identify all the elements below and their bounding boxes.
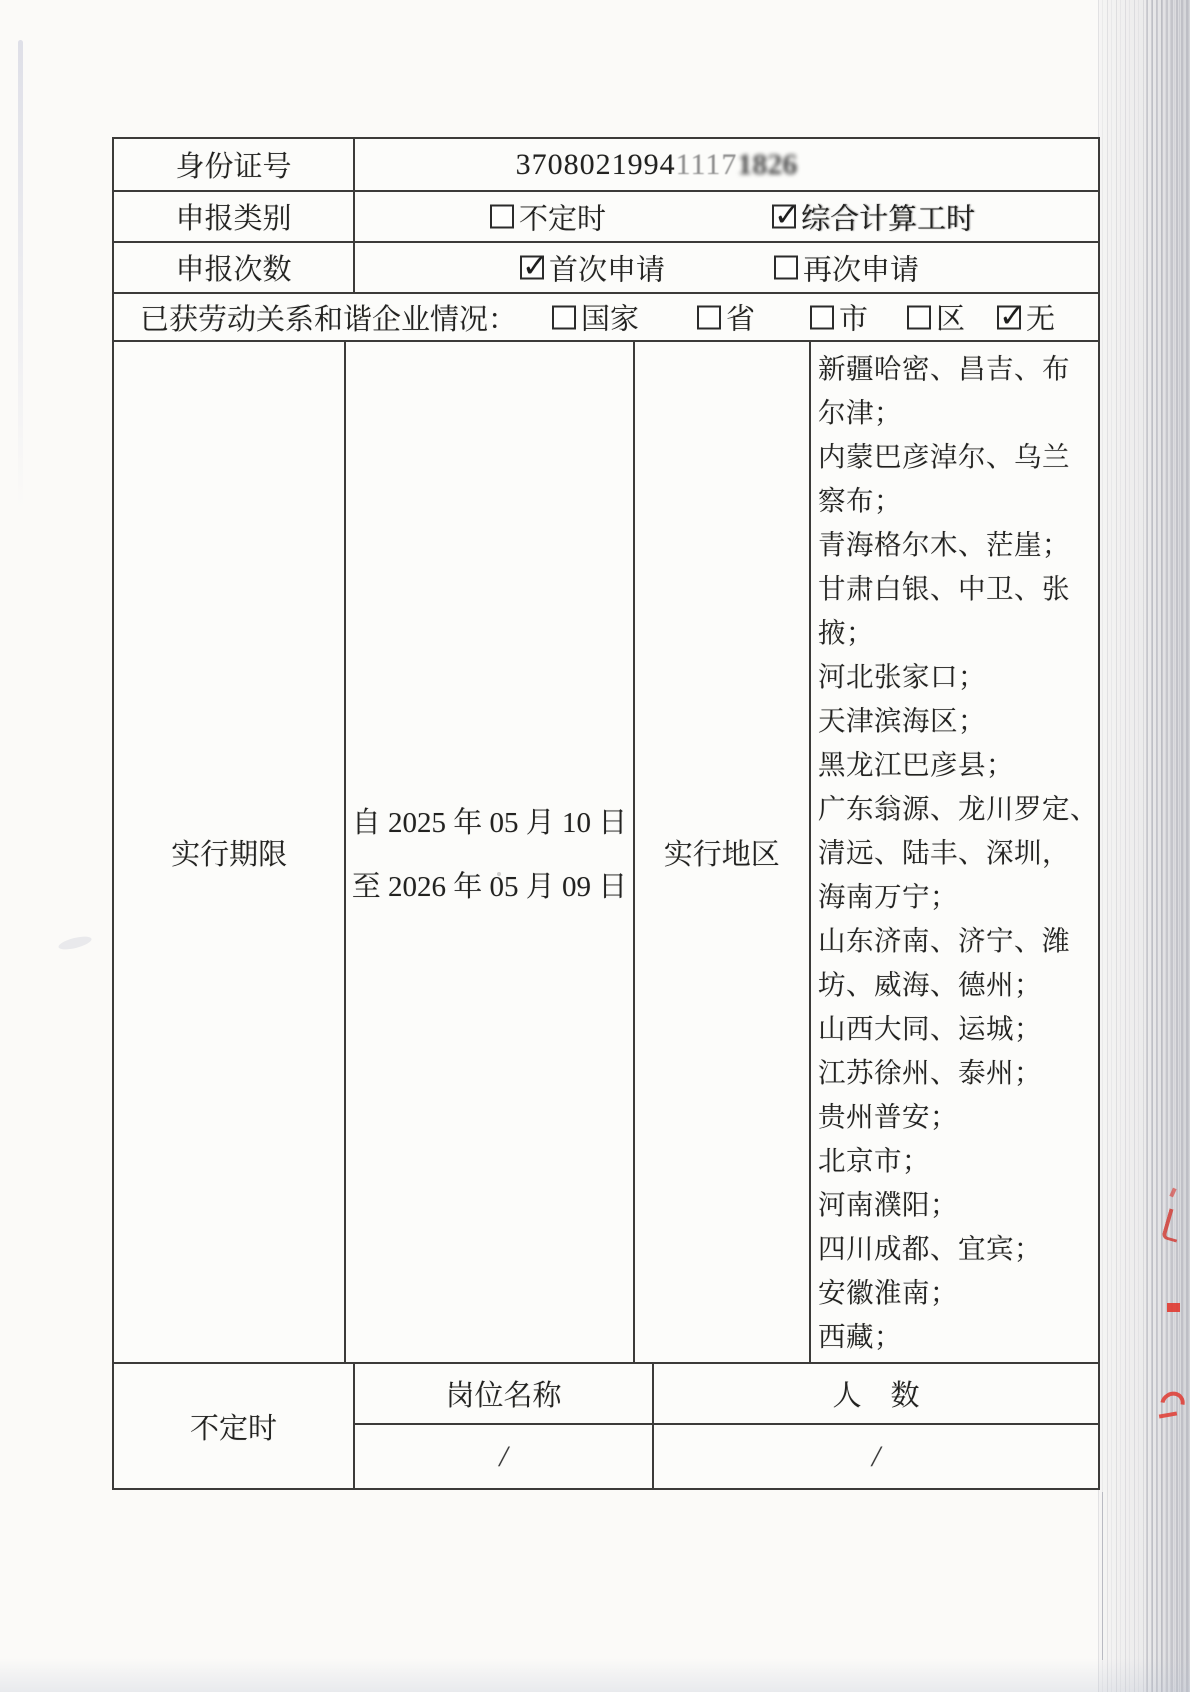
option-none xyxy=(997,297,1055,338)
id-number-value xyxy=(516,148,798,182)
period-label: 实行期限 xyxy=(114,342,346,1362)
option-first-application xyxy=(520,247,665,288)
region-line: 北京市； xyxy=(818,1145,930,1176)
option-label: 区 xyxy=(936,303,966,336)
region-line: 贵州普安； xyxy=(818,1101,958,1132)
region-line: 甘肃白银、中卫、张 xyxy=(818,573,1070,604)
checkbox-checked-icon xyxy=(772,205,796,229)
times-label: 申报次数 xyxy=(114,243,355,292)
non-fixed-header-row xyxy=(355,1364,1098,1425)
row-declaration-category xyxy=(114,192,1098,243)
non-fixed-subtable xyxy=(355,1364,1098,1488)
option-label: 省 xyxy=(726,303,756,336)
option-label: 国家 xyxy=(581,303,640,336)
option-label: 市 xyxy=(839,303,869,336)
option-label: 综合计算工时 xyxy=(801,203,976,235)
row-period-region xyxy=(114,342,1098,1364)
checkbox-unchecked-icon xyxy=(697,305,721,329)
region-line: 河北张家口； xyxy=(818,661,986,692)
region-line: 河南濮阳； xyxy=(818,1189,958,1220)
option-national xyxy=(552,297,639,338)
category-options-cell xyxy=(355,192,1098,241)
region-line: 察布； xyxy=(818,485,902,516)
headcount-value: / xyxy=(871,1439,881,1473)
checkbox-unchecked-icon xyxy=(490,205,514,229)
row-declaration-times xyxy=(114,243,1098,294)
scan-artifact-line xyxy=(1102,1492,1103,1660)
checkbox-unchecked-icon xyxy=(774,256,798,280)
option-label: 无 xyxy=(1026,303,1056,336)
checkbox-unchecked-icon xyxy=(907,305,931,329)
id-number-clear: 3708021994 xyxy=(515,147,676,181)
row-id-number xyxy=(114,139,1098,192)
region-line: 掖； xyxy=(818,617,874,648)
scan-edge-streak-left xyxy=(18,40,23,510)
region-list xyxy=(811,342,1098,1362)
option-comprehensive-hours xyxy=(772,196,975,237)
region-line: 尔津； xyxy=(818,397,902,428)
option-label: 再次申请 xyxy=(803,254,920,286)
period-dates xyxy=(352,800,628,905)
region-line: 山西大同、运城； xyxy=(818,1013,1042,1044)
region-line: 青海格尔木、茫崖； xyxy=(818,529,1070,560)
scan-edge-band-right-dark xyxy=(1146,0,1190,1692)
region-line: 安徽淮南； xyxy=(818,1277,958,1308)
scan-smudge xyxy=(57,934,92,952)
checkbox-unchecked-icon xyxy=(810,305,834,329)
region-line: 山东济南、济宁、潍 xyxy=(818,925,1070,956)
position-name-value: / xyxy=(355,1425,654,1488)
checkbox-checked-icon xyxy=(520,256,544,280)
region-line: 新疆哈密、昌吉、布 xyxy=(818,353,1070,384)
option-non-fixed-hours xyxy=(490,196,606,237)
option-label: 首次申请 xyxy=(549,254,666,286)
option-label: 不定时 xyxy=(519,203,607,235)
headcount-header: 人 数 xyxy=(832,1380,920,1412)
row-non-fixed-hours xyxy=(114,1364,1098,1488)
form-table xyxy=(112,137,1100,1490)
region-line: 西藏； xyxy=(818,1321,902,1352)
option-province xyxy=(697,297,755,338)
region-line: 内蒙巴彦淖尔、乌兰 xyxy=(818,441,1070,472)
checkbox-unchecked-icon xyxy=(552,305,576,329)
checkbox-checked-icon xyxy=(997,305,1021,329)
option-repeat-application xyxy=(774,247,919,288)
times-options-cell xyxy=(355,243,1098,292)
region-line: 天津滨海区； xyxy=(818,705,986,736)
id-number-smudged: 1826 xyxy=(737,147,798,181)
region-line: 黑龙江巴彦县； xyxy=(818,749,1014,780)
region-line: 海南万宁； xyxy=(818,881,958,912)
region-label: 实行地区 xyxy=(635,342,811,1362)
region-line: 坊、威海、德州； xyxy=(818,969,1042,1000)
id-number-label: 身份证号 xyxy=(114,139,355,190)
region-line: 清远、陆丰、深圳， xyxy=(818,837,1070,868)
scan-edge-band-bottom xyxy=(0,1658,1190,1692)
non-fixed-value-row xyxy=(355,1425,1098,1488)
period-end-date: 至 2026 年 05 月 09 日 xyxy=(351,870,628,903)
region-line: 四川成都、宜宾； xyxy=(818,1233,1042,1264)
period-start-date: 自 2025 年 05 月 10 日 xyxy=(351,806,628,839)
harmony-label: 已获劳动关系和谐企业情况： xyxy=(140,303,518,336)
non-fixed-label: 不定时 xyxy=(114,1364,355,1488)
position-name-header: 岗位名称 xyxy=(355,1364,654,1423)
option-district xyxy=(907,297,965,338)
category-label: 申报类别 xyxy=(114,192,355,241)
period-dates-cell xyxy=(346,342,634,1362)
region-line: 江苏徐州、泰州； xyxy=(818,1057,1042,1088)
id-number-cell xyxy=(355,139,1098,190)
region-line: 广东翁源、龙川罗定、 xyxy=(818,793,1098,824)
option-city xyxy=(810,297,868,338)
id-number-faint: 1117 xyxy=(675,147,738,181)
red-ink-fragment xyxy=(1167,1303,1180,1312)
row-harmony-status xyxy=(114,294,1098,342)
